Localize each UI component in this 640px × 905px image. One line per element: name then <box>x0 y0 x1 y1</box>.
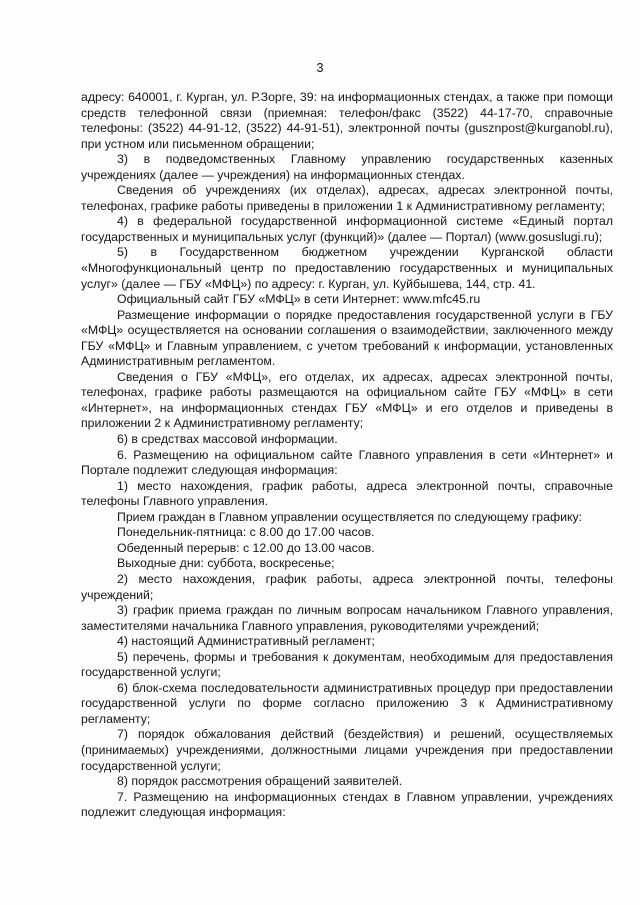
paragraph: 1) место нахождения, график работы, адреса электронной почты, справочные телефоны Главного управления. <box>81 478 613 509</box>
paragraph: Размещение информации о порядке предоставления государственной услуги в ГБУ «МФЦ» осуществляется на основании соглашения о взаимодействии, заключенного между ГБУ «МФЦ» и Главным управлением, с учетом требований к информации, установленных Административным регламентом. <box>81 307 613 369</box>
paragraph: 6) в средствах массовой информации. <box>117 432 338 447</box>
paragraph: 8) порядок рассмотрения обращений заявителей. <box>117 774 403 789</box>
paragraph: Официальный сайт ГБУ «МФЦ» в сети Интернет: www.mfc45.ru <box>117 292 481 307</box>
page-number: 3 <box>316 61 324 75</box>
paragraph: Выходные дни: суббота, воскресенье; <box>117 556 335 571</box>
paragraph: 4) настоящий Административный регламент; <box>117 634 375 649</box>
paragraph: 6) блок-схема последовательности административных процедур при предоставлении государственной услуги по форме согласно приложению 3 к Административному регламенту; <box>81 680 613 726</box>
paragraph: адресу: 640001, г. Курган, ул. Р.Зорге, 39: на информационных стендах, а также при помощи средств телефонной связи (приемная: телефон/факс (3522) 44-17-70, справочные телефоны: (3522) 44-91-12, (3522) 44-91-51), электронной почты (gusznpost@kurganobl.ru), при устном или письменном обращении; <box>81 90 613 151</box>
paragraph: 3) график приема граждан по личным вопросам начальником Главного управления, заместителями начальника Главного управления, руководителями учреждений; <box>81 603 613 633</box>
paragraph: Сведения об учреждениях (их отделах), адресах, адресах электронной почты, телефонах, графике работы приведены в приложении 1 к Административному регламенту; <box>81 183 613 213</box>
paragraph: 7. Размещению на информационных стендах в Главном управлении, учреждениях подлежит следующая информация: <box>81 789 613 820</box>
paragraph: Прием граждан в Главном управлении осуществляется по следующему графику: <box>117 509 583 524</box>
paragraph: 6. Размещению на официальном сайте Главного управления в сети «Интернет» и Портале подлежит следующая информация: <box>81 447 613 478</box>
paragraph: 5) в Государственном бюджетном учреждении Курганской области «Многофункциональный центр по предоставлению государственных и муниципальных услуг» (далее — ГБУ «МФЦ») по адресу: г. Курган, ул. Куйбышева, 144, стр. 41. <box>81 245 613 291</box>
paragraph: Обеденный перерыв: с 12.00 до 13.00 часов. <box>117 540 375 555</box>
paragraph: 4) в федеральной государственной информационной системе «Единый портал государственных и муниципальных услуг (функций)» (далее — Портал) (www.gosuslugi.ru); <box>81 214 613 244</box>
paragraph: Сведения о ГБУ «МФЦ», его отделах, их адресах, адресах электронной почты, телефонах, графике работы размещаются на официальном сайте ГБУ «МФЦ» в сети «Интернет», на информационных стендах ГБУ «МФЦ» и его отделов и приведены в приложении 2 к Административному регламенту; <box>81 369 613 431</box>
paragraph: 2) место нахождения, график работы, адреса электронной почты, телефоны учреждений; <box>81 571 613 602</box>
paragraph: Понедельник-пятница: с 8.00 до 17.00 часов. <box>117 525 375 540</box>
document-body <box>81 90 613 821</box>
paragraph: 5) перечень, формы и требования к документам, необходимым для предоставления государственной услуги; <box>81 649 613 680</box>
paragraph: 7) порядок обжалования действий (бездействия) и решений, осуществляемых (принимаемых) учреждениями, должностными лицами учреждения при предоставлении государственной услуги; <box>81 727 613 773</box>
paragraph: 3) в подведомственных Главному управлению государственных казенных учреждениях (далее — учреждения) на информационных стендах. <box>81 152 613 182</box>
